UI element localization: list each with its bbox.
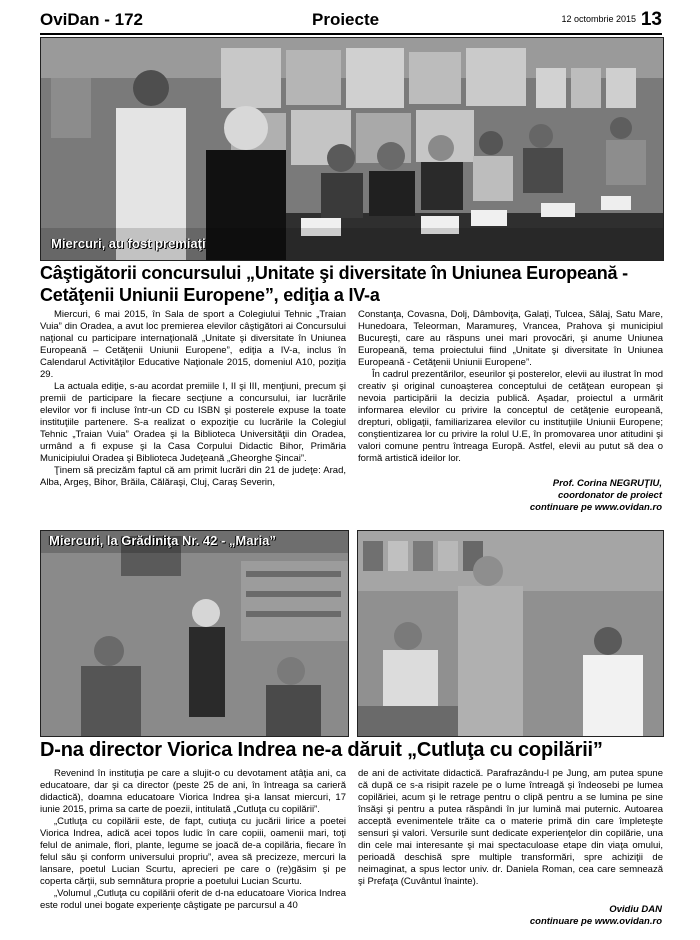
article-1-author: Prof. Corina NEGRUŢIU, <box>552 478 662 489</box>
article-2-column-2 <box>358 768 663 888</box>
article-1-headline: Câştigătorii concursului „Unitate şi diversitate în Uniunea Europeană - Cetăţenii Uniunii Europene”, ediţia a IV-a <box>40 263 628 305</box>
article-1-signature <box>430 478 662 514</box>
article-1-author-role: coordonator de proiect <box>558 490 662 501</box>
article-2-headline: D-na director Viorica Indrea ne-a dăruit „Cutluţa cu copilării” <box>40 739 603 761</box>
article-1-paragraph: Ţinem să precizăm faptul că am primit lucrări din 21 de judeţe: Arad, Alba, Argeş, Bihor, Brăila, Călăraşi, Cluj, Caraş Severin, <box>40 465 346 488</box>
page-header <box>40 10 662 34</box>
article-2-continue-link[interactable]: continuare pe www.ovidan.ro <box>529 916 662 927</box>
article-2-column-1 <box>40 768 346 912</box>
kindergarten-photo-right <box>357 530 664 737</box>
award-ceremony-photo <box>40 37 664 261</box>
photo-caption-2: Miercuri, la Grădiniţa Nr. 42 - „Maria” <box>49 533 276 548</box>
article-1-continue-link[interactable]: continuare pe www.ovidan.ro <box>529 502 662 513</box>
article-2-paragraph: „Cutluţa cu copilării este, de fapt, cutiuţa cu jucării lirice a poetei Viorica Indrea, adică acei topos ludic în care copiii, oamenii mari, toţi felul de animale, flori, plante, legume se joacă de-a copilăria, fiecare în felul său şi conform universului propriu”, avea să precizeze, mercuri la lansare, poetul Lucian Scurtu, aprecieri pe care o (re)găsim şi pe coperta cărţii, sub semnătura proprie a poetului Lucian Scurtu. <box>40 816 346 887</box>
article-2-paragraph: de ani de activitate didactică. Parafrazându-l pe Jung, am putea spune că după ce s-a risipit razele pe o lume întreagă şi îndeosebi pe lumea copilăriei, acum şi le retrage pentru o clipă pentru a se lumina pe sine însăşi şi pentru a putea răspândi în jur lumină mai puternic. Autoarea acceptă evenimentele trăite ca o materie primă din care împleteşte sensuri şi valori. Versurile sunt dedicate experienţelor din copilărie, una din cele mai interesante şi mai spectaculoase etape din viaţa omului, perioadă deschisă spre multiple transformări, spre achiziţii de neimaginat, a spus lector univ. dr. Daniela Roman, cea care semnează şi Prefaţa (Cuvântul înainte). <box>358 768 663 887</box>
article-2-author: Ovidiu DAN <box>609 904 662 915</box>
header-rule <box>40 33 662 35</box>
article-1-column-2 <box>358 309 663 465</box>
article-1-paragraph: Miercuri, 6 mai 2015, în Sala de sport a Colegiului Tehnic „Traian Vuia” din Oradea, a avut loc premierea elevilor câştigători ai Concursului naţional cu participare internaţională „Unitate şi diversitate în Uniunea Europeană – Cetăţenii Uniunii Europene”, ediţia a IV-a, inclus în Calendarul Activităţilor Educative Naţionale 2015, domeniul A10, poziţia 29. <box>40 309 346 380</box>
article-2-signature <box>430 904 662 928</box>
page-number: 13 <box>640 9 662 30</box>
article-1-paragraph: Constanţa, Covasna, Dolj, Dâmboviţa, Galaţi, Tulcea, Sălaj, Satu Mare, Hunedoara, Teleorman, Maramureş, Vrancea, Prahova şi municipiul Bucureşti, care au răspuns unei mari provocări, şi anume Uniunea Europeană, tema proiectului fiind „Unitate şi diversitate în Uniunea Europeană - Cetăţenii Uniunii Europene”. <box>358 309 663 368</box>
article-1-paragraph: În cadrul prezentărilor, eseurilor şi posterelor, elevii au ilustrat în mod creativ şi original cunoaşterea conceptului de cetăţean european şi nevoia participării la decizia publică. Aşadar, proiectul a urmărit informarea elevilor cu privire la conceptul de cetăţenie europeană, drepturi, obligaţii, familiarizarea elevilor cu instituţiile Uniunii Europene; conştientizarea lor cu privire la rolul U.E, în promovarea unor atitudini şi valori comune pentru întreaga Europă. Astfel, elevii au putut să dea o formă artistică ideilor lor. <box>358 369 663 464</box>
publication-title: OviDan - 172 <box>40 10 143 29</box>
article-2-paragraph: „Volumul „Cutluţa cu copilării oferit de d-na educatoare Viorica Indrea este rodul unei bogate experienţe câştigate pe parcursul a 40 <box>40 888 346 911</box>
article-1-column-1 <box>40 309 346 489</box>
award-ceremony-photo-art <box>41 38 663 260</box>
article-2-paragraph: Revenind în instituţia pe care a slujit-o cu devotament atâţia ani, ca educatoare, dar şi ca director (peste 25 de ani, în întreaga sa carieră didactică), doamna educatoare Viorica Indrea şi-a lansat miercuri, 17 iunie 2015, prima sa carte de poezii, intitulată „Cutluţa cu copilării”. <box>40 768 346 815</box>
kindergarten-photo-right-art <box>358 531 663 736</box>
kindergarten-photo-left-art <box>41 531 348 736</box>
article-1-paragraph: La actuala ediţie, s-au acordat premiile I, II şi III, menţiuni, precum şi premii de participare la fiecare secţiune a concursului, iar lucrările elevilor vor fi incluse într-un CD cu ISBN şi posterele expuse la toate instituţiile partenere. S-a realizat o expoziţie cu lucrările la Colegiul Tehnic „Traian Vuia” Oradea şi la Biblioteca Universităţii din Oradea, urmând a fi expuse şi la Casa Corpului Didactic Bihor, Primăria Municipiului Oradea şi Biblioteca Judeţeană „Gheorghe Şincai”. <box>40 381 346 464</box>
section-title: Proiecte <box>312 10 380 29</box>
issue-date: 12 octombrie 2015 <box>561 14 636 24</box>
kindergarten-photo-left <box>40 530 349 737</box>
photo-caption-1: Miercuri, au fost premiaţi <box>51 236 206 251</box>
